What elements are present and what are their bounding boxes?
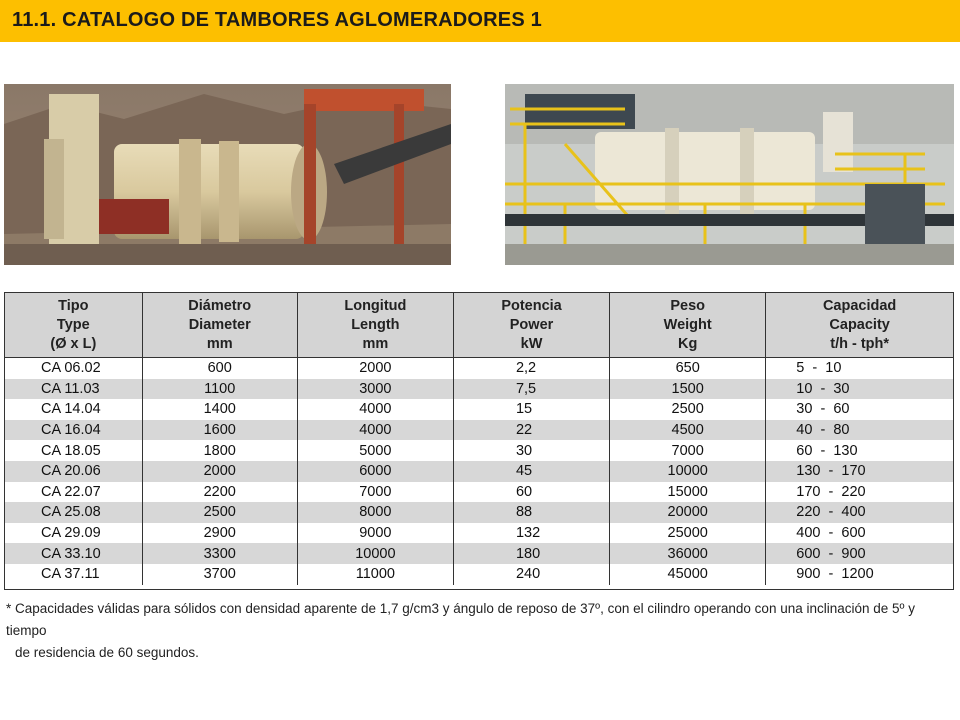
cell-peso: 15000 (610, 482, 766, 503)
cell-longitud: 3000 (297, 379, 453, 400)
cell-longitud: 5000 (297, 440, 453, 461)
table-row (5, 564, 953, 585)
cell-capacidad: 600 - 900 (766, 543, 953, 564)
cell-longitud: 7000 (297, 482, 453, 503)
cell-capacidad: 130 - 170 (766, 461, 953, 482)
cell-diametro: 2000 (142, 461, 297, 482)
cell-tipo: CA 16.04 (5, 420, 142, 441)
header-tipo: Tipo Type (Ø x L) (5, 293, 142, 358)
table-row (5, 543, 953, 564)
footnote-line-2: de residencia de 60 segundos. (15, 645, 199, 660)
cell-peso: 25000 (610, 523, 766, 544)
agglomerator-drum-photo-icon (4, 84, 451, 265)
agglomerator-drum-photo-icon (505, 84, 954, 265)
cell-diametro: 1600 (142, 420, 297, 441)
cell-peso: 45000 (610, 564, 766, 585)
cell-peso: 2500 (610, 399, 766, 420)
cell-potencia: 7,5 (453, 379, 609, 400)
table-row (5, 440, 953, 461)
cell-potencia: 88 (453, 502, 609, 523)
specifications-table (4, 292, 954, 590)
cell-longitud: 6000 (297, 461, 453, 482)
cell-diametro: 3700 (142, 564, 297, 585)
page-title: 11.1. CATALOGO DE TAMBORES AGLOMERADORES 1 (12, 9, 542, 31)
cell-diametro: 2500 (142, 502, 297, 523)
header-peso: Peso Weight Kg (610, 293, 766, 358)
table-header-row (5, 293, 953, 358)
cell-tipo: CA 22.07 (5, 482, 142, 503)
cell-diametro: 1400 (142, 399, 297, 420)
photo-right-agglomerator-drum (505, 84, 954, 265)
cell-longitud: 8000 (297, 502, 453, 523)
table-row (5, 358, 953, 379)
cell-longitud: 4000 (297, 420, 453, 441)
cell-capacidad: 900 - 1200 (766, 564, 953, 585)
cell-tipo: CA 18.05 (5, 440, 142, 461)
spec-table (5, 293, 953, 585)
cell-capacidad: 40 - 80 (766, 420, 953, 441)
cell-tipo: CA 11.03 (5, 379, 142, 400)
cell-potencia: 22 (453, 420, 609, 441)
cell-diametro: 2200 (142, 482, 297, 503)
cell-longitud: 2000 (297, 358, 453, 379)
cell-tipo: CA 37.11 (5, 564, 142, 585)
header-longitud: Longitud Length mm (297, 293, 453, 358)
cell-diametro: 3300 (142, 543, 297, 564)
cell-diametro: 1800 (142, 440, 297, 461)
cell-tipo: CA 06.02 (5, 358, 142, 379)
cell-diametro: 600 (142, 358, 297, 379)
cell-potencia: 45 (453, 461, 609, 482)
cell-capacidad: 10 - 30 (766, 379, 953, 400)
cell-capacidad: 170 - 220 (766, 482, 953, 503)
cell-peso: 10000 (610, 461, 766, 482)
table-row (5, 482, 953, 503)
footnote (6, 598, 956, 664)
header-diametro: Diámetro Diameter mm (142, 293, 297, 358)
cell-peso: 1500 (610, 379, 766, 400)
cell-longitud: 4000 (297, 399, 453, 420)
cell-capacidad: 60 - 130 (766, 440, 953, 461)
cell-capacidad: 30 - 60 (766, 399, 953, 420)
table-row (5, 461, 953, 482)
header-potencia: Potencia Power kW (453, 293, 609, 358)
cell-peso: 650 (610, 358, 766, 379)
photo-left-agglomerator-drum (4, 84, 451, 265)
header-capacidad: Capacidad Capacity t/h - tph* (766, 293, 953, 358)
cell-tipo: CA 20.06 (5, 461, 142, 482)
cell-longitud: 11000 (297, 564, 453, 585)
table-body (5, 358, 953, 585)
cell-peso: 4500 (610, 420, 766, 441)
cell-diametro: 2900 (142, 523, 297, 544)
cell-capacidad: 5 - 10 (766, 358, 953, 379)
table-row (5, 502, 953, 523)
cell-potencia: 60 (453, 482, 609, 503)
cell-tipo: CA 14.04 (5, 399, 142, 420)
cell-peso: 7000 (610, 440, 766, 461)
header-bar (0, 0, 960, 42)
table-row (5, 420, 953, 441)
cell-potencia: 240 (453, 564, 609, 585)
cell-tipo: CA 33.10 (5, 543, 142, 564)
cell-peso: 20000 (610, 502, 766, 523)
cell-capacidad: 220 - 400 (766, 502, 953, 523)
cell-tipo: CA 29.09 (5, 523, 142, 544)
cell-potencia: 15 (453, 399, 609, 420)
cell-longitud: 10000 (297, 543, 453, 564)
cell-diametro: 1100 (142, 379, 297, 400)
table-row (5, 523, 953, 544)
cell-potencia: 30 (453, 440, 609, 461)
footnote-line-1: * Capacidades válidas para sólidos con densidad aparente de 1,7 g/cm3 y ángulo de reposo de 37º, con el cilindro operando con una inclinación de 5º y tiempo (6, 601, 915, 638)
cell-potencia: 180 (453, 543, 609, 564)
table-row (5, 379, 953, 400)
cell-tipo: CA 25.08 (5, 502, 142, 523)
cell-potencia: 2,2 (453, 358, 609, 379)
table-row (5, 399, 953, 420)
cell-capacidad: 400 - 600 (766, 523, 953, 544)
cell-longitud: 9000 (297, 523, 453, 544)
cell-potencia: 132 (453, 523, 609, 544)
cell-peso: 36000 (610, 543, 766, 564)
